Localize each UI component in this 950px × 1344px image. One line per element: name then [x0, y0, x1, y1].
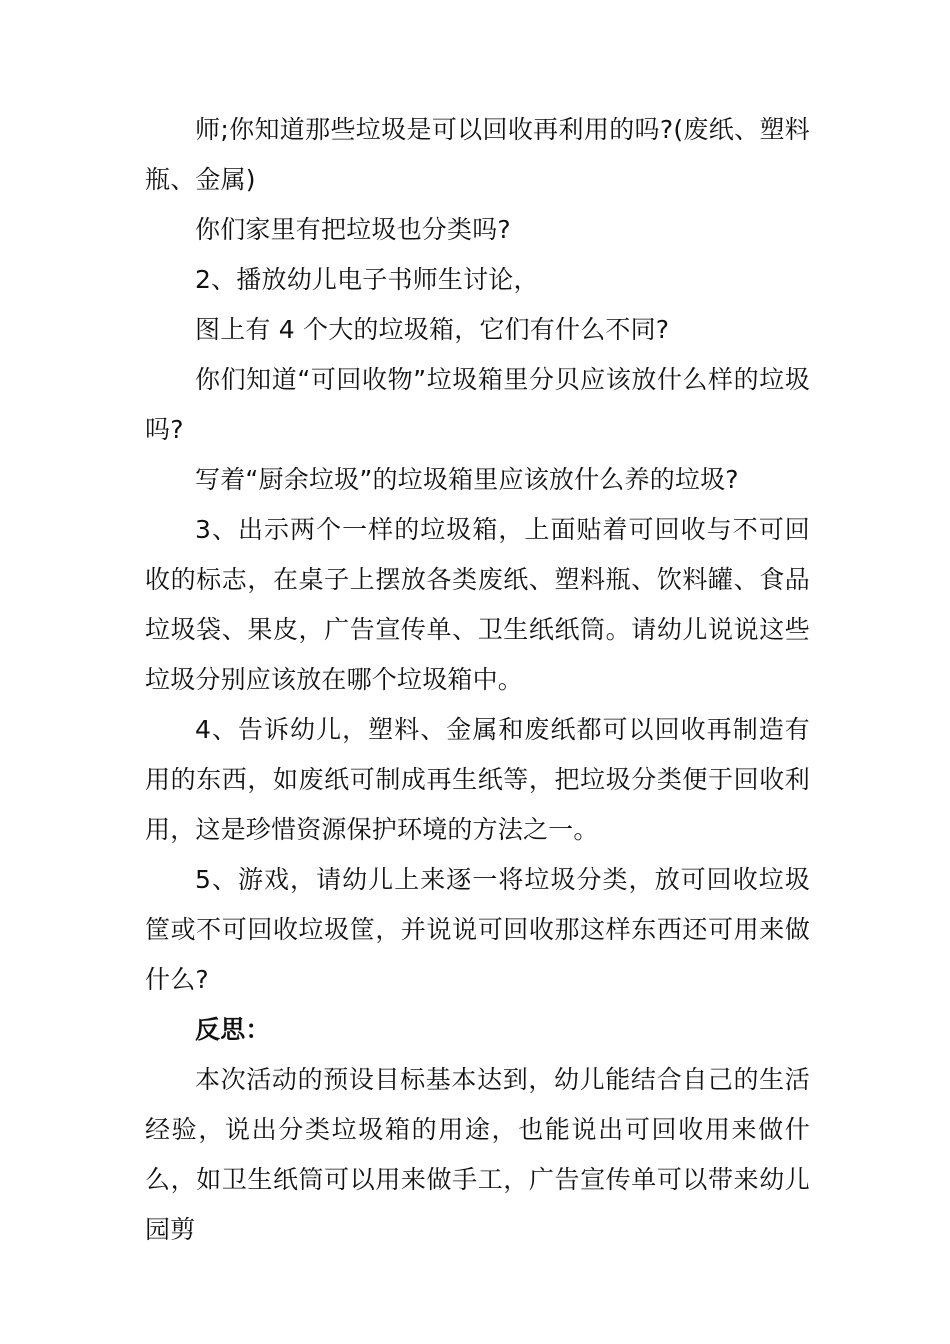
reflection-paragraph: 本次活动的预设目标基本达到，幼儿能结合自己的生活经验，说出分类垃圾箱的用途，也能说出可回收用来做什么，如卫生纸筒可以用来做手工，广告宣传单可以带来幼儿园剪	[145, 1065, 810, 1244]
paragraph-recyclables-bin-question: 你们知道“可回收物”垃圾箱里分贝应该放什么样的垃圾吗?	[145, 365, 810, 444]
paragraph-step-4: 4、告诉幼儿，塑料、金属和废纸都可以回收再制造有用的东西，如废纸可制成再生纸等，把垃圾分类便于回收利用，这是珍惜资源保护环境的方法之一。	[145, 715, 810, 844]
paragraph-step-3: 3、出示两个一样的垃圾箱，上面贴着可回收与不可回收的标志，在桌子上摆放各类废纸、塑料瓶、饮料罐、食品垃圾袋、果皮，广告宣传单、卫生纸纸筒。请幼儿说说这些垃圾分别应该放在哪个垃圾箱中。	[145, 515, 810, 694]
paragraph-step-2: 2、播放幼儿电子书师生讨论，	[195, 265, 539, 294]
paragraph-recyclable-question: 师;你知道那些垃圾是可以回收再利用的吗?(废纸、塑料瓶、金属)	[145, 115, 810, 194]
paragraph-four-bins-question: 图上有 4 个大的垃圾箱，它们有什么不同?	[195, 315, 670, 344]
paragraph-step-5: 5、游戏，请幼儿上来逐一将垃圾分类，放可回收垃圾筐或不可回收垃圾筐，并说说可回收那这样东西还可用来做什么?	[145, 865, 810, 994]
reflection-heading: 反思：	[195, 1015, 271, 1044]
document-body	[145, 105, 810, 1255]
paragraph-kitchen-waste-question: 写着“厨余垃圾”的垃圾箱里应该放什么养的垃圾?	[195, 465, 739, 494]
paragraph-home-sorting-question: 你们家里有把垃圾也分类吗?	[195, 215, 511, 244]
